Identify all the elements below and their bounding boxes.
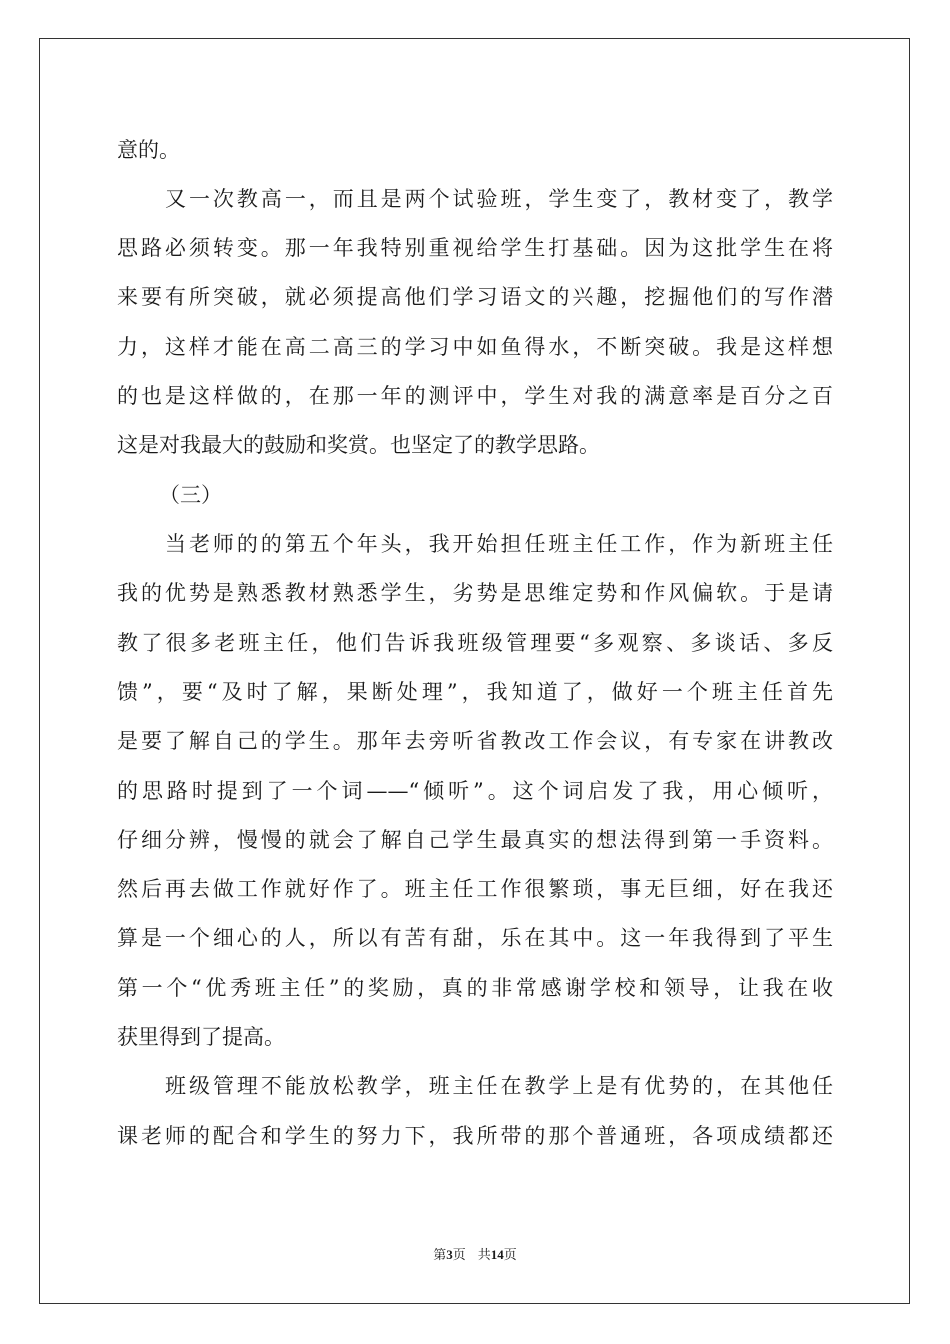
paragraph-line: 意的。 [117,138,180,162]
paragraph-line: 然后再去做工作就好作了。班主任工作很繁琐，事无巨细，好在我还 [117,877,833,901]
paragraph-line: 课老师的配合和学生的努力下，我所带的那个普通班，各项成绩都还 [117,1124,833,1148]
paragraph-line: 是要了解自己的学生。那年去旁听省教改工作会议，有专家在讲教改 [117,729,833,753]
section-heading: （三） [159,483,222,507]
paragraph-line: 又一次教高一，而且是两个试验班，学生变了，教材变了，教学 [165,187,833,211]
page-footer [0,1246,950,1264]
paragraph-line: 这是对我最大的鼓励和奖赏。也坚定了的教学思路。 [117,433,600,457]
paragraph-line: 馈”，要“及时了解，果断处理”，我知道了，做好一个班主任首先 [117,680,833,704]
paragraph-line: 思路必须转变。那一年我特别重视给学生打基础。因为这批学生在将 [117,236,833,260]
paragraph-line: 第一个“优秀班主任”的奖励，真的非常感谢学校和领导，让我在收 [117,976,833,1000]
paragraph-line: 的思路时提到了一个词——“倾听”。这个词启发了我，用心倾听， [117,779,833,803]
total-prefix: 共 [477,1247,491,1262]
paragraph-line: 我的优势是熟悉教材熟悉学生，劣势是思维定势和作风偏软。于是请 [117,581,833,605]
page-prefix: 第 [433,1247,447,1262]
page-suffix: 页 [452,1247,466,1262]
paragraph-line: 的也是这样做的，在那一年的测评中，学生对我的满意率是百分之百 [117,384,833,408]
page-border [39,38,910,1304]
paragraph-line: 获里得到了提高。 [117,1025,285,1049]
paragraph-line: 当老师的的第五个年头，我开始担任班主任工作，作为新班主任 [165,532,833,556]
paragraph-line: 算是一个细心的人，所以有苦有甜，乐在其中。这一年我得到了平生 [117,926,833,950]
total-pages: 14 [490,1247,504,1262]
paragraph-line: 班级管理不能放松教学，班主任在教学上是有优势的，在其他任 [165,1074,833,1098]
paragraph-line: 力，这样才能在高二高三的学习中如鱼得水，不断突破。我是这样想 [117,335,833,359]
page-number: 3 [446,1247,453,1262]
paragraph-line: 来要有所突破，就必须提高他们学习语文的兴趣，挖掘他们的写作潜 [117,285,833,309]
total-suffix: 页 [503,1247,517,1262]
paragraph-line: 教了很多老班主任，他们告诉我班级管理要“多观察、多谈话、多反 [117,631,833,655]
paragraph-line: 仔细分辨，慢慢的就会了解自己学生最真实的想法得到第一手资料。 [117,828,833,852]
